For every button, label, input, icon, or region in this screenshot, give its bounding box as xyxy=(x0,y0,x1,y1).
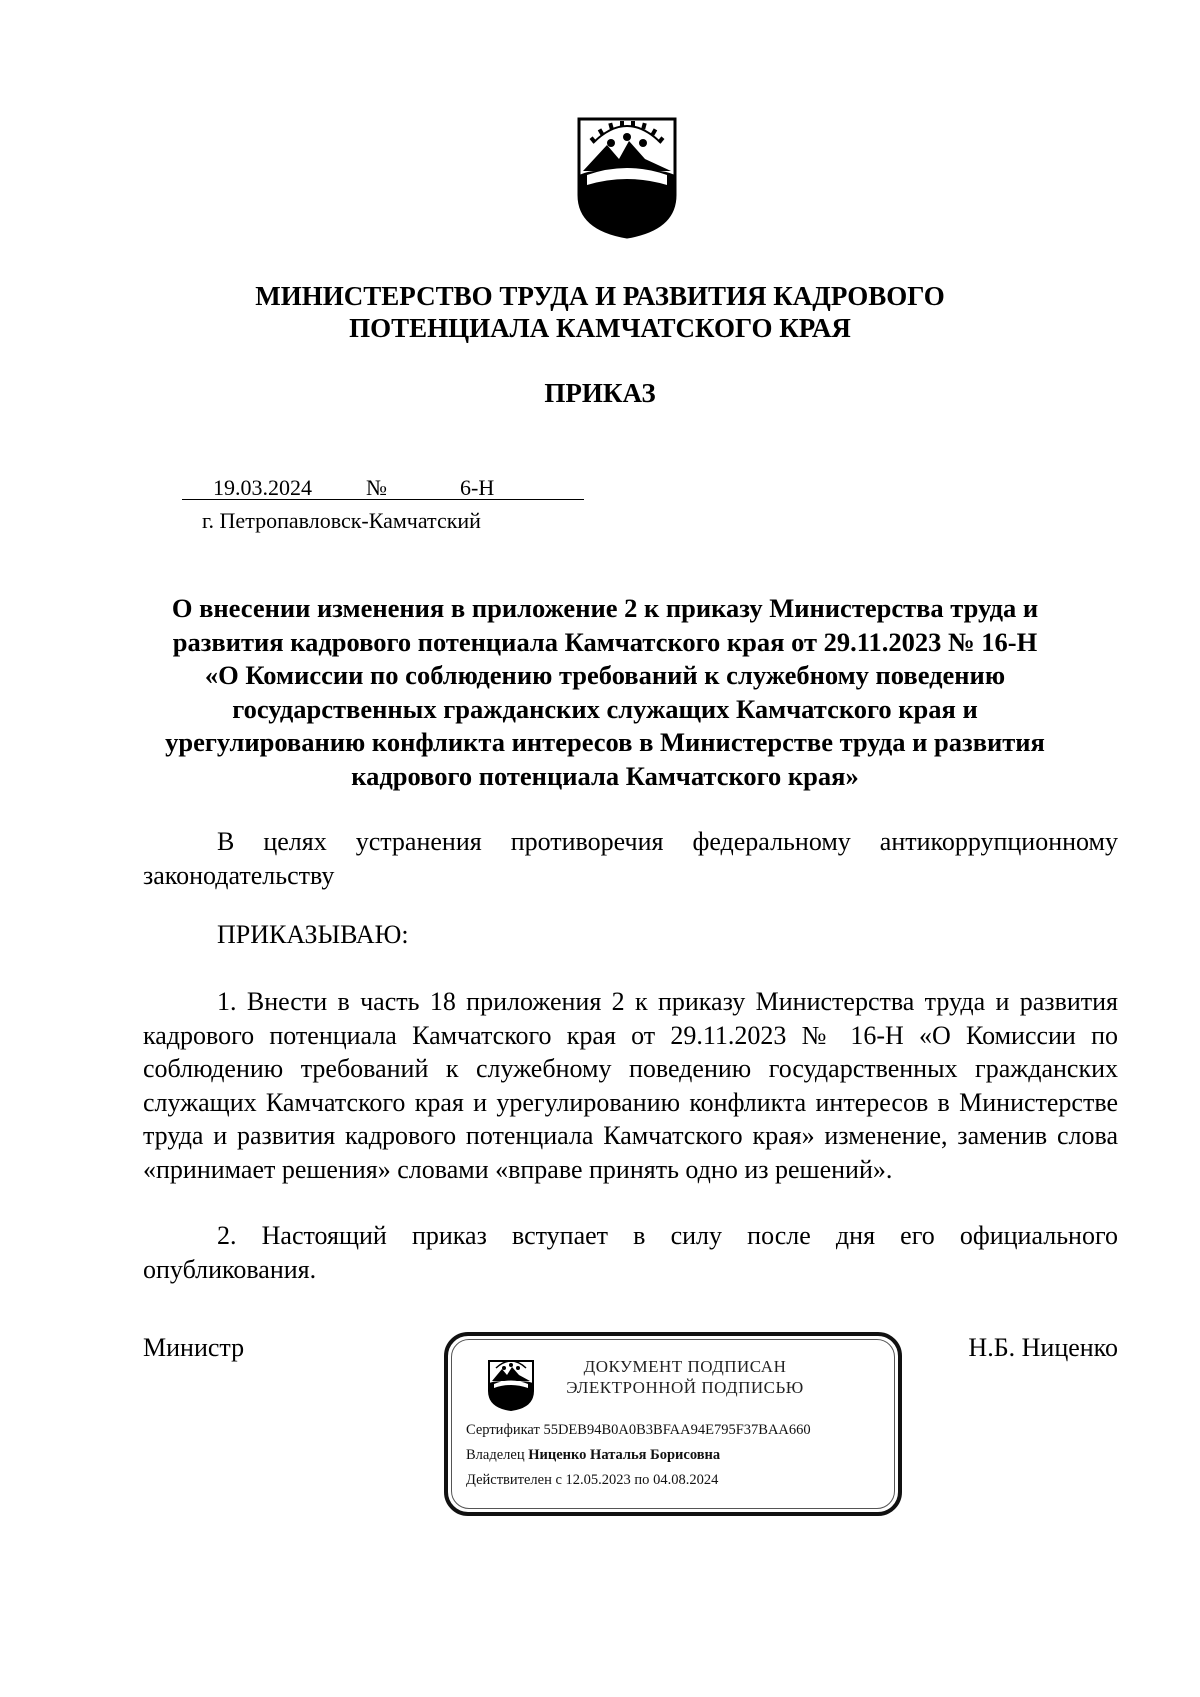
cert-value: 55DEB94B0A0B3BFAA94E795F37BAA660 xyxy=(543,1422,811,1438)
valid-label: Действителен xyxy=(466,1472,552,1488)
valid-from: 12.05.2023 xyxy=(565,1472,631,1488)
kamchatka-emblem-small-icon xyxy=(486,1355,536,1411)
order-number: 6-Н xyxy=(460,475,495,500)
intro-text: В целях устранения противоречия федеральному антикоррупционному законодательству xyxy=(143,827,1118,890)
order-date: 19.03.2024 xyxy=(213,475,312,500)
stamp-certificate xyxy=(466,1422,811,1439)
signer-name: Н.Б. Ниценко xyxy=(968,1333,1118,1362)
subject-line: развития кадрового потенциала Камчатского края от 29.11.2023 № 16-Н xyxy=(172,626,1038,657)
ministry-name-line-1: МИНИСТЕРСТВО ТРУДА И РАЗВИТИЯ КАДРОВОГО xyxy=(255,281,945,311)
valid-from-label: с xyxy=(555,1472,562,1488)
order-title: ПРИКАЗ xyxy=(544,378,656,408)
stamp-owner xyxy=(466,1447,720,1464)
subject-line: кадрового потенциала Камчатского края» xyxy=(351,760,859,791)
kamchatka-coat-of-arms-icon xyxy=(573,113,681,239)
stamp-header-line-2: ЭЛЕКТРОННОЙ ПОДПИСЬЮ xyxy=(566,1378,804,1397)
ministry-name xyxy=(100,280,1100,344)
subject-line: О внесении изменения в приложение 2 к приказу Министерства труда и xyxy=(171,593,1039,623)
owner-value: Ниценко Наталья Борисовна xyxy=(528,1447,721,1463)
valid-to: 04.08.2024 xyxy=(653,1472,719,1488)
item-1-text: 1. Внести в часть 18 приложения 2 к приказу Министерства труда и развития кадрового потенциала Камчатского края от 29.11.2023 № 16-Н «О Комиссии по соблюдению требований к служебному поведению государственных гражданских служащих Камчатского края и урегулированию конфликта интересов в Министерстве труда и развития кадрового потенциала Камчатского края» изменение, заменив слова «принимает решения» словами «вправе принять одно из решений». xyxy=(143,987,1118,1184)
subject-line: урегулированию конфликта интересов в Министерстве труда и развития xyxy=(165,727,1045,757)
date-number-underline xyxy=(182,499,584,500)
subject-line: «О Комиссии по соблюдению требований к служебному поведению xyxy=(204,660,1006,690)
intro-paragraph xyxy=(143,825,1118,892)
owner-label: Владелец xyxy=(466,1447,525,1463)
item-1-paragraph xyxy=(143,985,1118,1186)
cert-label: Сертификат xyxy=(466,1422,540,1438)
stamp-header xyxy=(550,1356,820,1398)
order-subject xyxy=(150,592,1060,793)
subject-line: государственных гражданских служащих Камчатского края и xyxy=(232,693,978,724)
valid-to-label: по xyxy=(634,1472,650,1488)
signer-position: Министр xyxy=(143,1333,245,1362)
city: г. Петропавловск-Камчатский xyxy=(202,508,481,533)
ministry-name-line-2: ПОТЕНЦИАЛА КАМЧАТСКОГО КРАЯ xyxy=(349,313,851,343)
stamp-header-line-1: ДОКУМЕНТ ПОДПИСАН xyxy=(583,1357,787,1376)
item-2-paragraph xyxy=(143,1219,1118,1286)
stamp-validity xyxy=(466,1472,718,1489)
number-sign: № xyxy=(366,475,387,500)
item-2-text: 2. Настоящий приказ вступает в силу после дня его официального опубликования. xyxy=(143,1221,1118,1284)
order-word: ПРИКАЗЫВАЮ: xyxy=(217,920,409,949)
